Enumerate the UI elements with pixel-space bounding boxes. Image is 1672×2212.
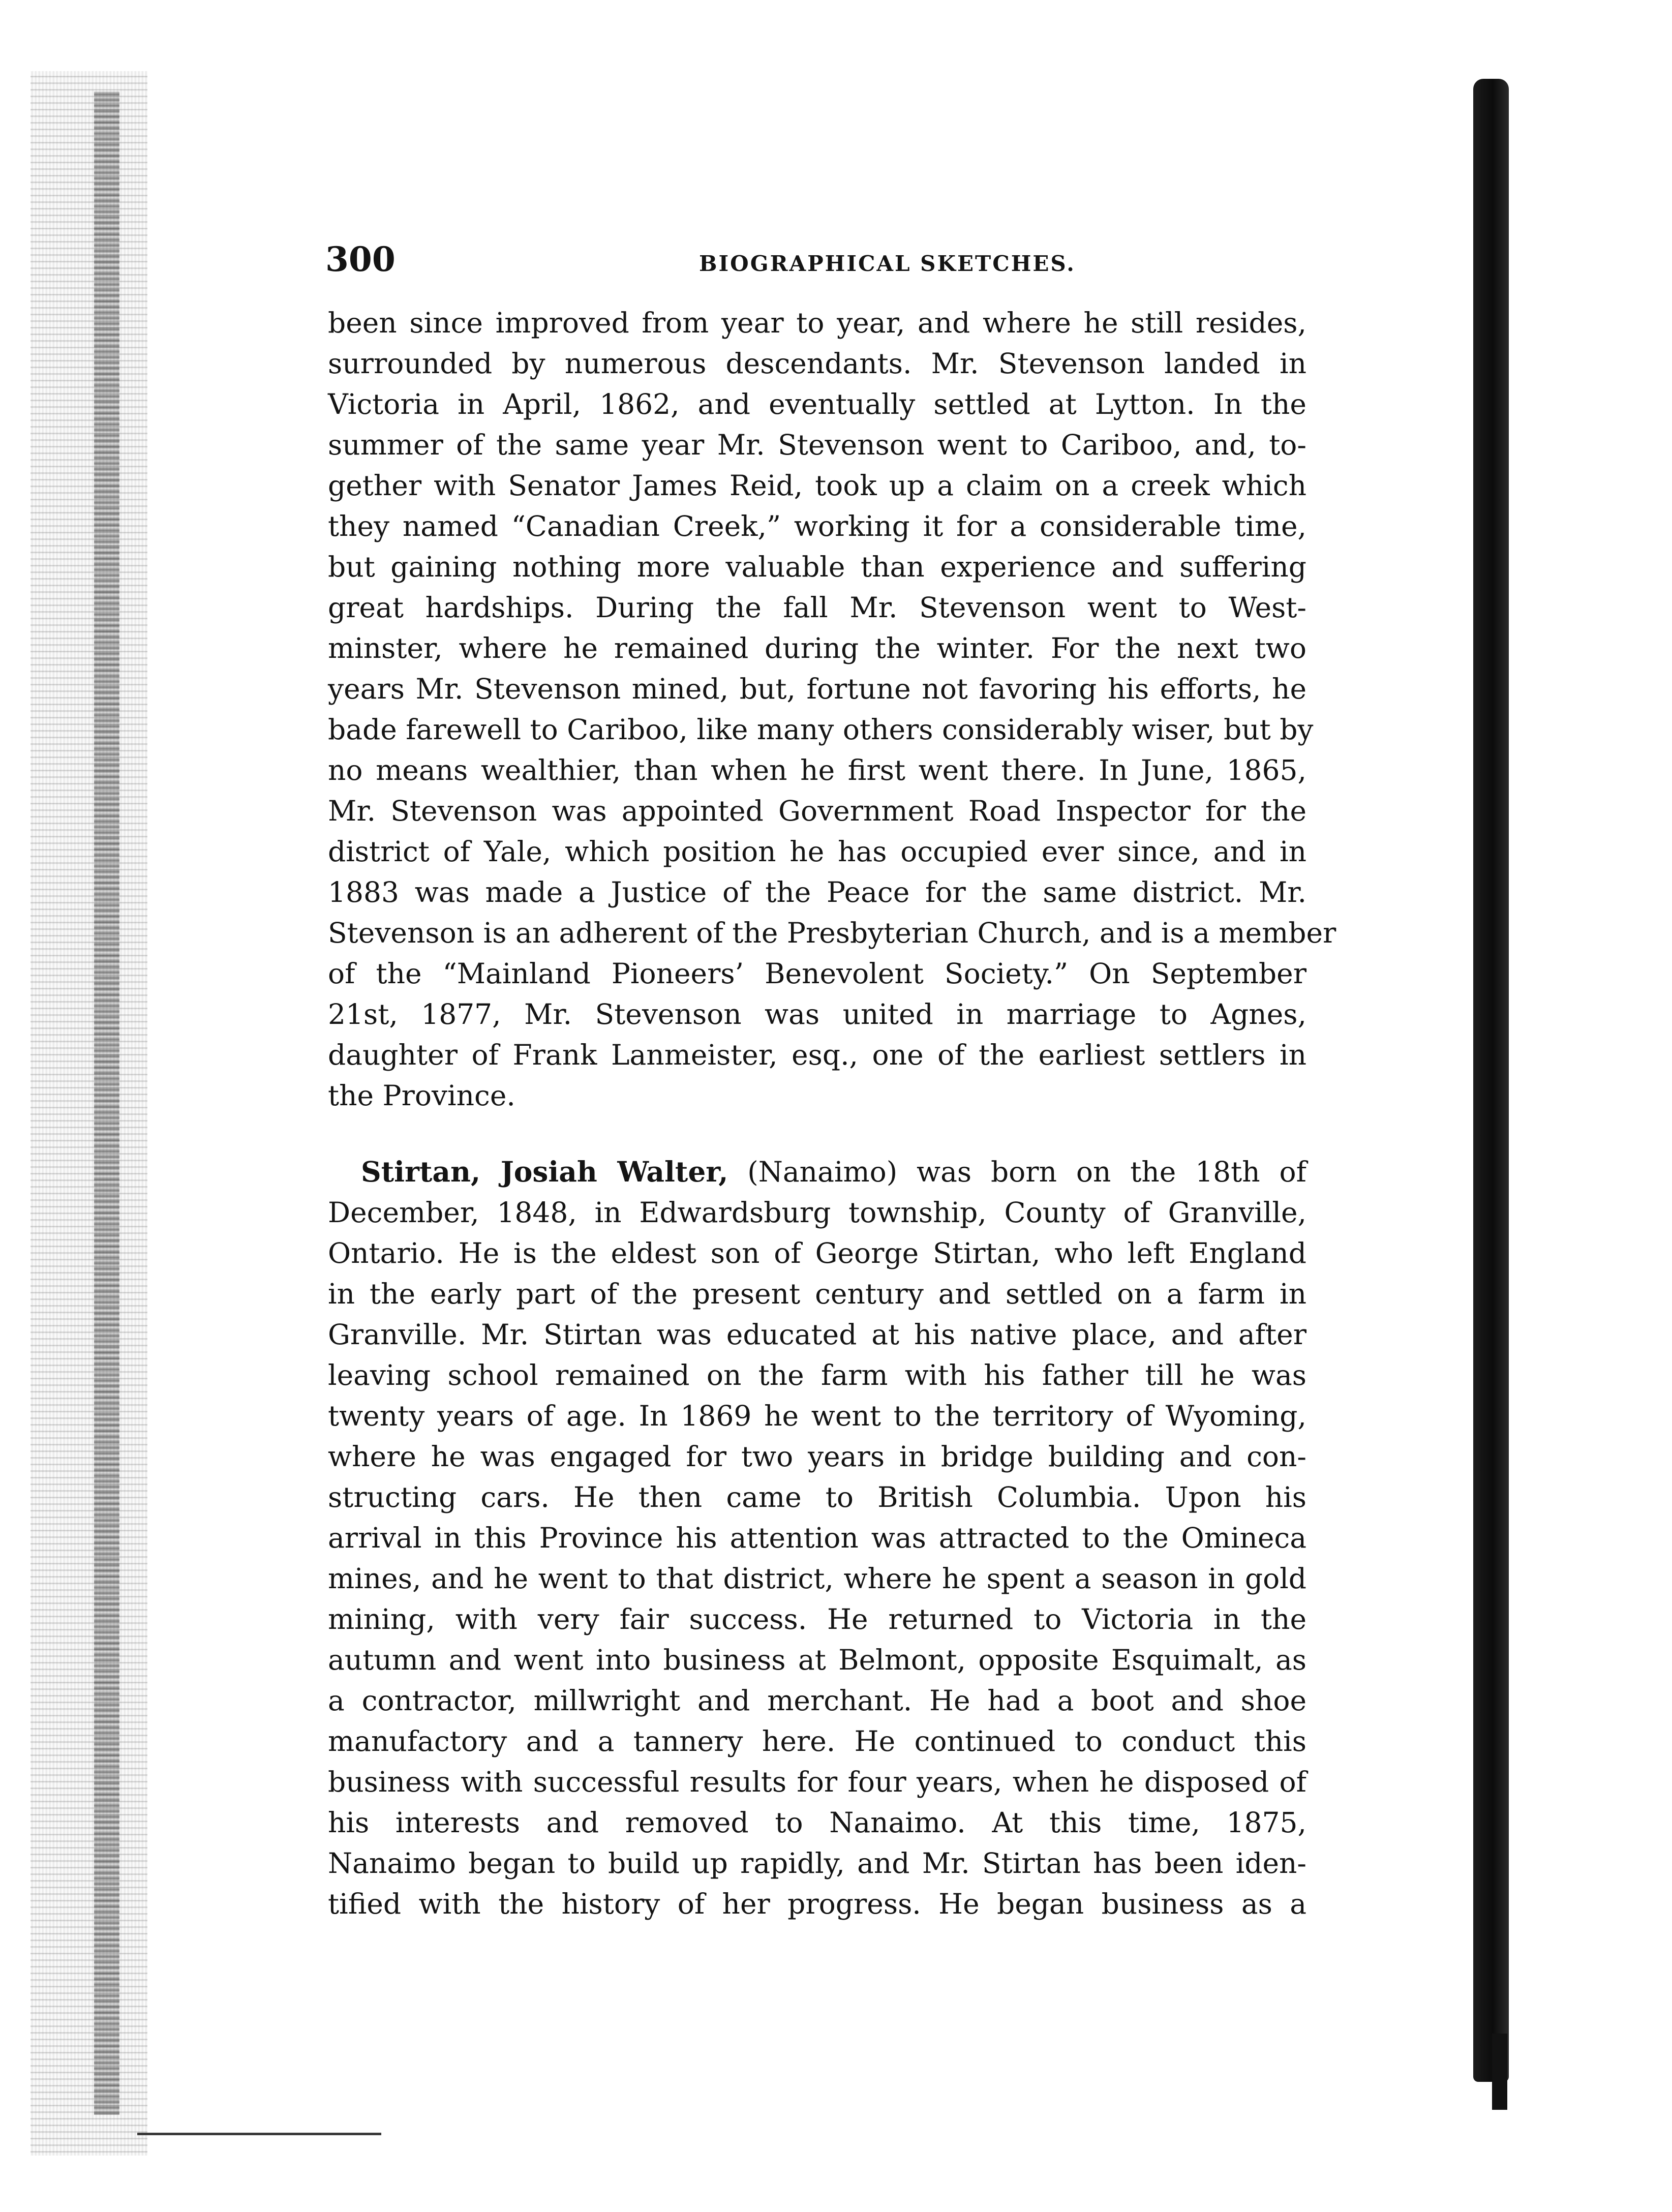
text-line: they named “Canadian Creek,” working it for a considerable time,	[328, 510, 1306, 542]
text-line: daughter of Frank Lanmeister, esq., one of the earliest settlers in	[328, 1039, 1306, 1071]
text-line: surrounded by numerous descendants. Mr. Stevenson landed in	[328, 347, 1306, 380]
scan-bottom-mark	[137, 2133, 381, 2135]
text-line: but gaining nothing more valuable than experience and suffering	[328, 551, 1306, 583]
text-line: district of Yale, which position he has occupied ever since, and in	[328, 835, 1306, 868]
text-line: leaving school remained on the farm with his father till he was	[328, 1359, 1306, 1391]
text-line: years Mr. Stevenson mined, but, fortune not favoring his efforts, he	[328, 673, 1306, 705]
text-line: arrival in this Province his attention was attracted to the Omineca	[328, 1522, 1306, 1554]
text-line: mining, with very fair success. He returned to Victoria in the	[328, 1603, 1306, 1635]
entry-first-line-text: (Nanaimo) was born on the 18th of	[728, 1156, 1306, 1188]
text-line: Mr. Stevenson was appointed Government Road Inspector for the	[328, 795, 1306, 827]
text-line: in the early part of the present century and settled on a farm in	[328, 1278, 1306, 1310]
text-line: twenty years of age. In 1869 he went to the territory of Wyoming,	[328, 1400, 1306, 1432]
text-line: Nanaimo began to build up rapidly, and Mr. Stirtan has been iden-	[328, 1847, 1306, 1880]
text-line: mines, and he went to that district, where he spent a season in gold	[328, 1562, 1306, 1595]
paragraph-stevenson	[328, 302, 1336, 1116]
text-line: his interests and removed to Nanaimo. At this time, 1875,	[328, 1806, 1306, 1839]
text-line: been since improved from year to year, and where he still resides,	[328, 307, 1306, 339]
text-line: of the “Mainland Pioneers’ Benevolent Society.” On September	[328, 957, 1306, 990]
running-head: BIOGRAPHICAL SKETCHES.	[699, 251, 1076, 276]
text-line: Granville. Mr. Stirtan was educated at his native place, and after	[328, 1318, 1306, 1351]
text-line: Victoria in April, 1862, and eventually settled at Lytton. In the	[328, 388, 1306, 420]
text-line: summer of the same year Mr. Stevenson went to Cariboo, and, to-	[328, 429, 1306, 461]
entry-name: Stirtan, Josiah Walter,	[361, 1155, 728, 1188]
text-line: great hardships. During the fall Mr. Stevenson went to West-	[328, 591, 1306, 624]
text-line: a contractor, millwright and merchant. He had a boot and shoe	[328, 1684, 1306, 1717]
text-line: 21st, 1877, Mr. Stevenson was united in marriage to Agnes,	[328, 998, 1306, 1031]
text-line: 1883 was made a Justice of the Peace for the same district. Mr.	[328, 876, 1306, 908]
page-header	[325, 234, 1342, 290]
page-number: 300	[325, 239, 396, 279]
text-line: the Province.	[328, 1079, 515, 1112]
text-line: Ontario. He is the eldest son of George Stirtan, who left England	[328, 1237, 1306, 1269]
text-line: autumn and went into business at Belmont, opposite Esquimalt, as	[328, 1644, 1306, 1676]
text-line: gether with Senator James Reid, took up a claim on a creek which	[328, 469, 1306, 502]
text-line: minster, where he remained during the winter. For the next two	[328, 632, 1306, 664]
text-line: bade farewell to Cariboo, like many others considerably wiser, but by	[328, 713, 1314, 746]
text-line: December, 1848, in Edwardsburg township, County of Granville,	[328, 1196, 1306, 1229]
paragraph-stirtan	[328, 1152, 1306, 1924]
text-line: tified with the history of her progress. He began business as a	[328, 1888, 1306, 1920]
text-line: business with successful results for four years, when he disposed of	[328, 1766, 1306, 1798]
scan-binding-edge	[94, 92, 119, 2115]
entry-first-line	[328, 1152, 1306, 1192]
text-line: no means wealthier, than when he first went there. In June, 1865,	[328, 754, 1306, 786]
text-line: where he was engaged for two years in bridge building and con-	[328, 1440, 1306, 1473]
scan-page-edge-tail	[1492, 2034, 1507, 2110]
text-line: manufactory and a tannery here. He continued to conduct this	[328, 1725, 1306, 1758]
text-line: structing cars. He then came to British Columbia. Upon his	[328, 1481, 1306, 1513]
scan-binding-shadow	[31, 71, 147, 2156]
scan-page-edge-shadow	[1473, 79, 1509, 2082]
text-line: Stevenson is an adherent of the Presbyterian Church, and is a member	[328, 917, 1336, 949]
